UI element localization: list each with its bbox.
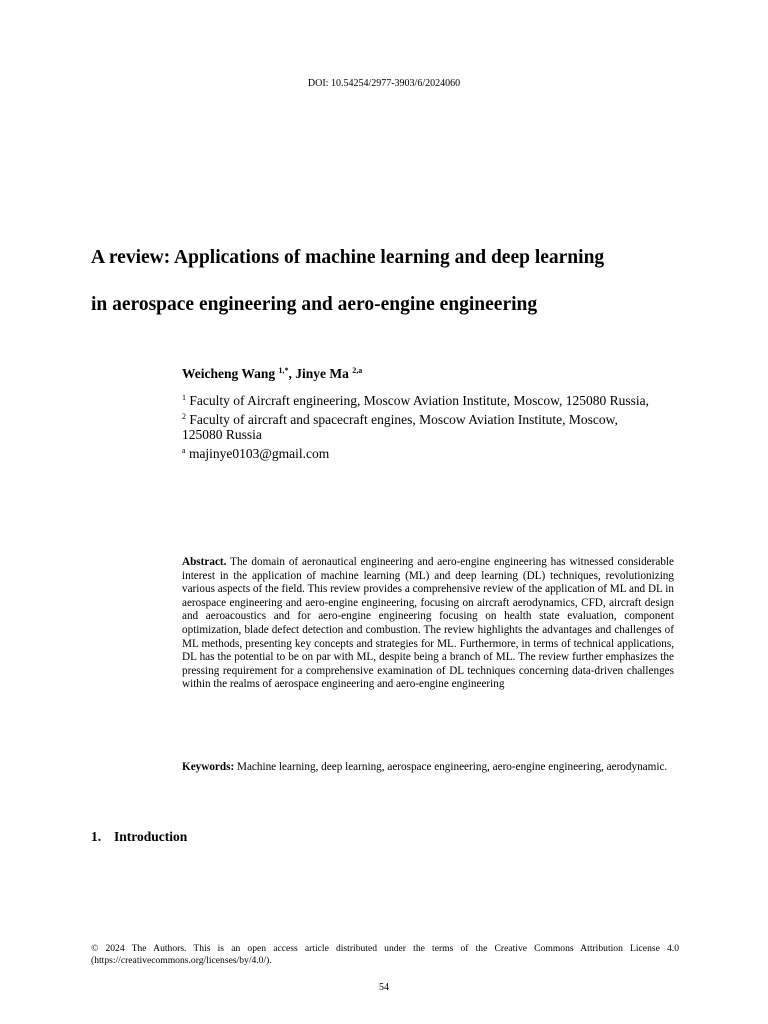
affiliation-1-mark: 1: [182, 393, 186, 402]
abstract-label: Abstract.: [182, 556, 227, 568]
affiliation-1-text: Faculty of Aircraft engineering, Moscow Aviation Institute, Moscow, 125080 Russia,: [189, 393, 650, 408]
affiliation-2-mark: 2: [182, 411, 186, 421]
author-1-name: Weicheng Wang: [182, 366, 276, 381]
abstract-text: The domain of aeronautical engineering and aero-engine engineering has witnessed considerable interest in the application of machine learning (ML) and deep learning (DL) techniques, revolutionizing various aspects of the field. This review provides a comprehensive review of the application of ML and DL in aerospace engineering and aero-engine engineering, focusing on aircraft aerodynamics, CFD, aircraft design and aeroacoustics and for aero-engine engineering focusing on health state evaluation, component optimization, blade defect detection and combustion. The review highlights the advantages and challenges of ML methods, presenting key concepts and strategies for ML. Furthermore, in terms of technical applications, DL has the potential to be on par with ML, despite being a branch of ML. The review further emphasizes the pressing requirement for a comprehensive examination of DL techniques concerning data-driven challenges within the realms of aerospace engineering and aero-engine engineering: [182, 556, 674, 691]
page-number: 54: [379, 982, 389, 993]
paper-title-line-1: A review: Applications of machine learning and deep learning: [91, 247, 605, 268]
keywords-label: Keywords:: [182, 761, 235, 773]
abstract: [182, 556, 674, 692]
section-title: Introduction: [114, 829, 188, 844]
section-number: 1.: [91, 829, 102, 844]
affiliation-email: [182, 443, 652, 462]
author-separator: ,: [288, 366, 296, 381]
author-list: [182, 366, 362, 382]
affiliation-2: [182, 409, 652, 443]
author-2-marker: 2,a: [352, 366, 363, 375]
affiliation-1: [182, 390, 652, 409]
affiliations: [182, 390, 652, 461]
contact-email: majinye0103@gmail.com: [188, 445, 330, 461]
keywords: [182, 756, 674, 778]
doi-header: DOI: 10.54254/2977-3903/6/2024060: [307, 78, 461, 89]
affiliation-email-mark: a: [182, 445, 186, 455]
affiliation-2-text: Faculty of aircraft and spacecraft engines, Moscow Aviation Institute, Moscow, 125080 Russia: [182, 411, 618, 442]
keywords-text: Machine learning, deep learning, aerospace engineering, aero-engine engineering, aerodynamic.: [237, 761, 668, 773]
author-1-marker: 1,*: [278, 366, 289, 375]
paper-title-line-2: in aerospace engineering and aero-engine engineering: [91, 294, 538, 315]
license-footnote: © 2024 The Authors. This is an open access article distributed under the terms of the Creative Commons Attribution License 4.0 (https://creativecommons.org/licenses/by/4.0/).: [91, 943, 679, 966]
author-2-name: Jinye Ma: [295, 366, 349, 381]
section-heading-introduction: [91, 829, 187, 845]
